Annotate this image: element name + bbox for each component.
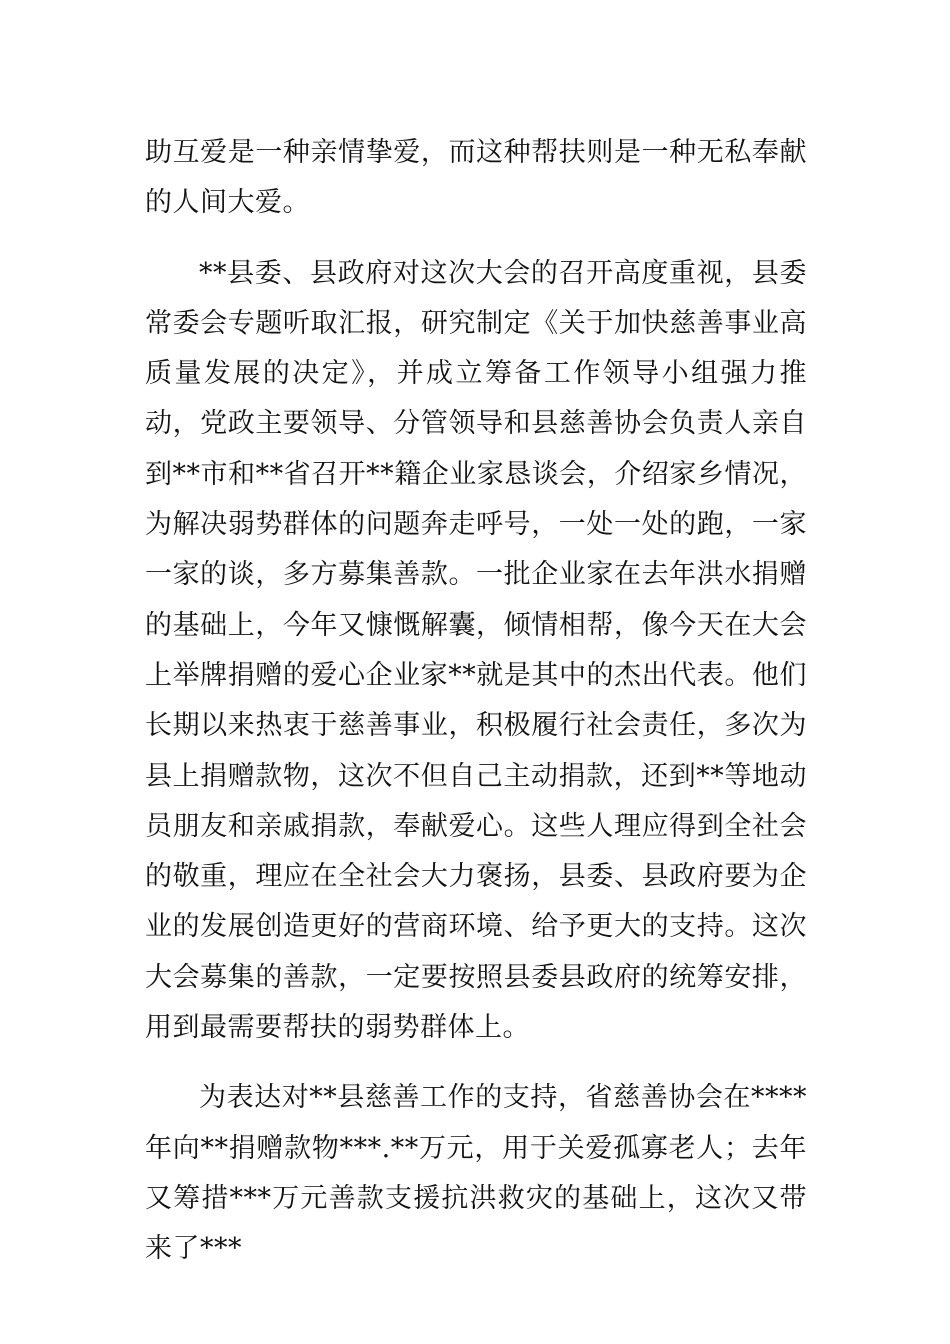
paragraph-continuation: 助互爱是一种亲情挚爱，而这种帮扶则是一种无私奉献的人间大爱。 xyxy=(145,137,807,219)
paragraph-county-committee: **县委、县政府对这次大会的召开高度重视，县委常委会专题听取汇报，研究制定《关于加快慈善事业高质量发展的决定》，并成立筹备工作领导小组强力推动，党政主要领导、分管领导和县慈善协会负责人亲自到**市和**省召开**籍企业家恳谈会，介绍家乡情况，为解决弱势群体的问题奔走呼号，一处一处的跑，一家一家的谈，多方募集善款。一批企业家在去年洪水捐赠的基础上，今年又慷慨解囊，倾情相帮，像今天在大会上举牌捐赠的爱心企业家**就是其中的杰出代表。他们长期以来热衷于慈善事业，积极履行社会责任，多次为县上捐赠款物，这次不但自己主动捐款，还到**等地动员朋友和亲戚捐款，奉献爱心。这些人理应得到全社会的敬重，理应在全社会大力褒扬，县委、县政府要为企业的发展创造更好的营商环境、给予更大的支持。这次大会募集的善款，一定要按照县委县政府的统筹安排，用到最需要帮扶的弱势群体上。 xyxy=(145,257,807,1044)
document-body xyxy=(145,128,807,1275)
paragraph-provincial-charity: 为表达对**县慈善工作的支持，省慈善协会在****年向**捐赠款物***.**万元，用于关爱孤寡老人；去年又筹措***万元善款支援抗洪救灾的基础上，这次又带来了*** xyxy=(145,1082,807,1265)
